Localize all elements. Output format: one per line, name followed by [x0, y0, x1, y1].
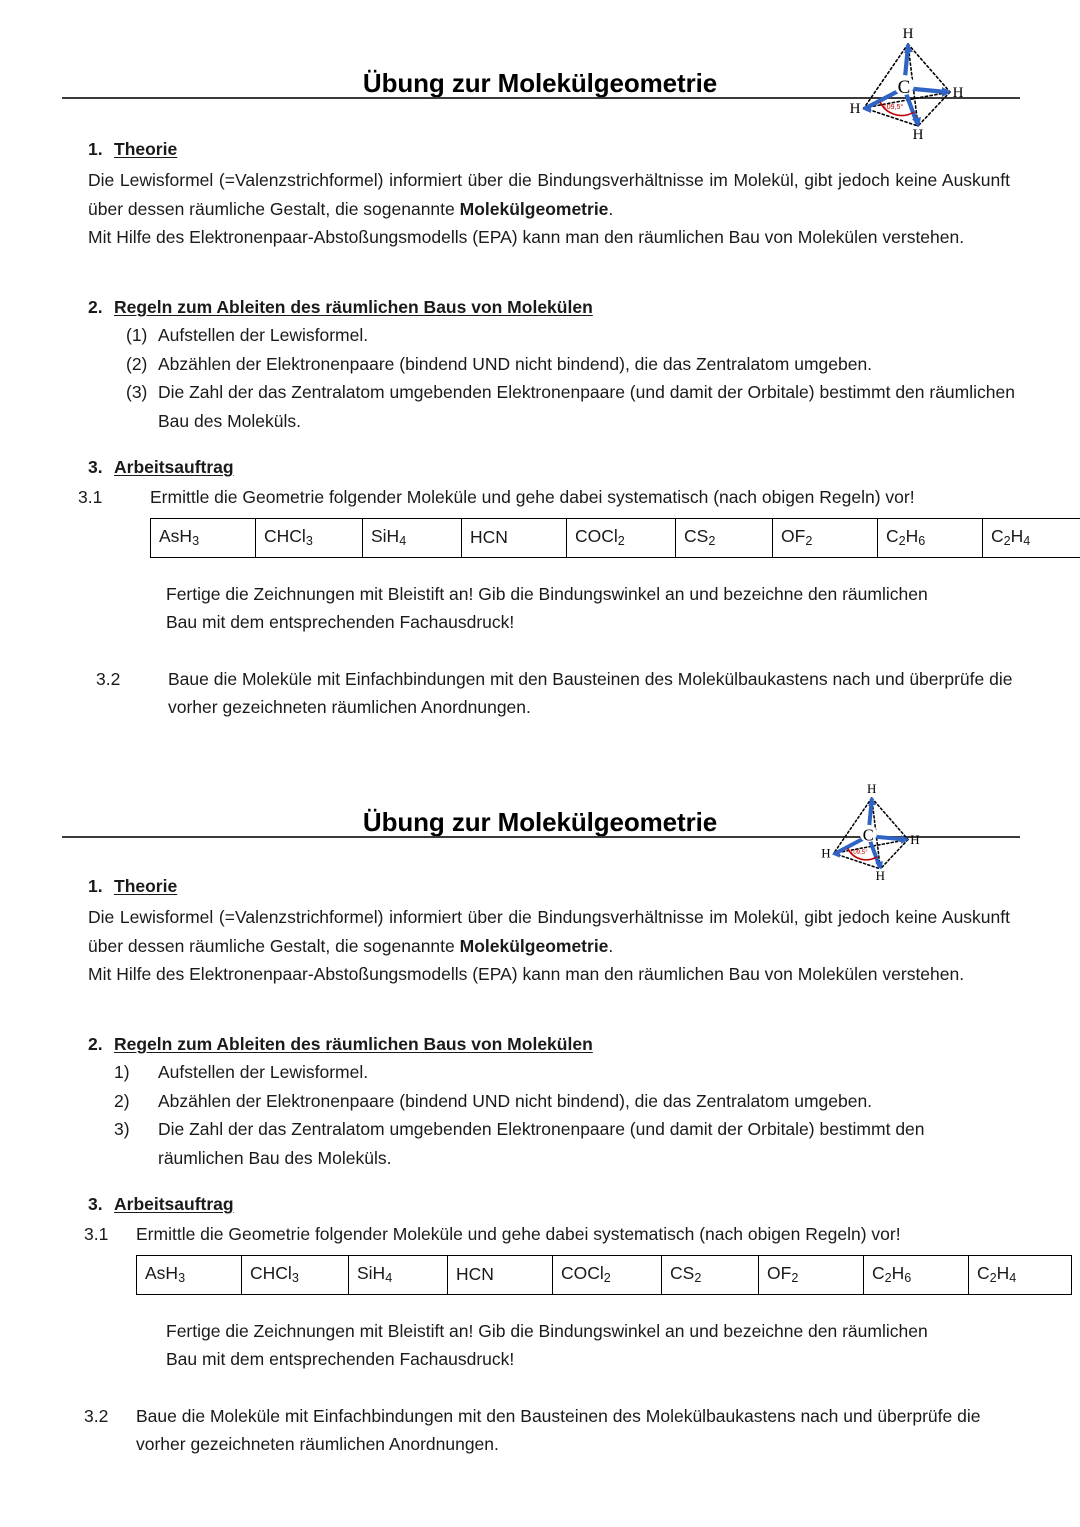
- list-item-marker: 1): [114, 1062, 130, 1082]
- section-1: [88, 135, 1018, 252]
- list-item-label: Abzählen der Elektronenpaare (bindend UND nicht bindend), die das Zentralatom umgeben.: [158, 1090, 873, 1111]
- formula-cell-c2h4: $C_2H_4$: [969, 1255, 1072, 1294]
- task-3-2: [96, 665, 1018, 722]
- atom-label-H-right: H: [952, 85, 964, 101]
- section-2-rule-list-copy2: [114, 1058, 1014, 1172]
- task-3-1-text-2: Ermittle die Geometrie folgender Moleküle und gehe dabei systematisch (nach obigen Regeln) vor!: [136, 1224, 901, 1244]
- list-item-label: Die Zahl der das Zentralatom umgebenden Elektronenpaare (und damit der Orbitale) bestimmt den räumlichen Bau des Moleküls.: [158, 1119, 925, 1168]
- section-1-paragraph-2: Mit Hilfe des Elektronenpaar-Abstoßungsmodells (EPA) kann man den räumlichen Bau von Molekülen verstehen.: [88, 227, 965, 247]
- page-title: Übung zur Molekülgeometrie: [362, 68, 718, 98]
- list-item: [114, 1115, 1014, 1172]
- section-3-copy2: [84, 1190, 1018, 1459]
- formula-cell-ash3: AsH$_3$: [151, 518, 256, 557]
- worksheet-copy-1: [0, 0, 1080, 717]
- atom-label-H-top-2: H: [867, 780, 877, 796]
- formula-cell-c2h4: $C_2H_4$: [983, 518, 1080, 557]
- section-3-title-2: Arbeitsauftrag: [114, 1194, 234, 1214]
- document-header-2: [0, 752, 1080, 881]
- formula-cell-hcn: HCN: [462, 518, 567, 557]
- section-1-paragraph-1: [88, 166, 1010, 223]
- atom-label-H-left: H: [849, 101, 861, 117]
- section-2-number-2: 2.: [88, 1034, 103, 1054]
- s1-p1-part-b: .: [608, 198, 614, 219]
- task-3-1-text: Ermittle die Geometrie folgender Moleküle und gehe dabei systematisch (nach obigen Regeln) vor!: [150, 487, 915, 507]
- section-2-title: Regeln zum Ableiten des räumlichen Baus von Molekülen: [114, 297, 593, 317]
- list-item-marker: (3): [126, 382, 148, 402]
- section-2-rule-list: [126, 321, 1016, 435]
- list-item: [114, 1087, 1014, 1116]
- atom-label-H-bottom: H: [912, 127, 924, 140]
- section-2-copy2: [88, 1030, 1018, 1172]
- section-2-title-2: Regeln zum Ableiten des räumlichen Baus von Molekülen: [114, 1034, 593, 1054]
- task-3-2-text: Baue die Moleküle mit Einfachbindungen mit den Bausteinen des Molekülbaukastens nach und überprüfe die vorher gezeichneten räumlichen Anordnungen.: [168, 668, 1013, 717]
- formula-cell-chcl3: CHCl$_3$: [256, 518, 363, 557]
- methane-tetrahedron-svg: [846, 22, 966, 140]
- section-3-heading: [88, 453, 1018, 481]
- section-1-copy2: [88, 872, 1018, 989]
- s1-p1-bold: Molekülgeometrie: [459, 198, 609, 219]
- section-1-heading-2: [88, 872, 1018, 900]
- formula-cell-c2h6: $C_2H_6$: [878, 518, 983, 557]
- atom-label-H-left-2: H: [821, 845, 831, 861]
- section-1-paragraph-2-copy2: Mit Hilfe des Elektronenpaar-Abstoßungsmodells (EPA) kann man den räumlichen Bau von Molekülen verstehen.: [88, 964, 965, 984]
- formula-cell-sih4: SiH$_4$: [363, 518, 462, 557]
- atom-label-H-right-2: H: [910, 831, 920, 847]
- list-item-marker: (2): [126, 353, 148, 374]
- section-1-title-2: Theorie: [114, 876, 178, 896]
- list-item-marker: 2): [114, 1090, 130, 1111]
- atom-label-C-2: C: [862, 825, 874, 845]
- list-item-label: Aufstellen der Lewisformel.: [158, 325, 369, 345]
- section-2-heading: [88, 293, 1018, 321]
- atom-label-H-top: H: [902, 26, 914, 42]
- s1-p1-part-b-2: .: [608, 935, 614, 956]
- s1-p1-bold-2: Molekülgeometrie: [459, 935, 609, 956]
- task-3-2-number: 3.2: [96, 668, 121, 689]
- formula-cell-of2: $OF_2$: [773, 518, 878, 557]
- formula-cell-of2: $OF_2$: [759, 1255, 864, 1294]
- formula-cell-cocl2: COCl$_2$: [567, 518, 676, 557]
- section-1-title: Theorie: [114, 139, 178, 159]
- task-3-1-note: Fertige die Zeichnungen mit Bleistift an! Gib die Bindungswinkel an und bezeichne den räumlichen Bau mit dem entsprechenden Fachausdruck!: [166, 583, 928, 632]
- table-row: [151, 518, 1080, 557]
- list-item-marker: (1): [126, 325, 148, 345]
- task-3-2-copy2: [84, 1402, 1018, 1459]
- methane-tetrahedron-svg-2: [818, 779, 922, 881]
- methane-tetrahedron-figure: [846, 22, 966, 140]
- section-1-paragraph-1-copy2: [88, 903, 1010, 960]
- formula-cell-chcl3: CHCl$_3$: [242, 1255, 349, 1294]
- section-2: [88, 293, 1018, 435]
- task-3-1-note-2: Fertige die Zeichnungen mit Bleistift an! Gib die Bindungswinkel an und bezeichne den räumlichen Bau mit dem entsprechenden Fachausdruck!: [166, 1320, 928, 1369]
- s1-p1-part-a: Die Lewisformel (=Valenzstrichformel) informiert über die Bindungsverhältnisse im Molekül, gibt jedoch keine Auskunft über dessen räumliche Gestalt, die sogenannte: [88, 170, 1010, 219]
- molecule-formula-table-2: [136, 1255, 1072, 1295]
- section-2-number: 2.: [88, 297, 103, 317]
- task-3-1-number-2: 3.1: [84, 1224, 109, 1244]
- methane-tetrahedron-figure-2: [818, 779, 922, 881]
- section-3: [78, 453, 1031, 722]
- section-1-number-2: 1.: [88, 876, 103, 896]
- task-3-1: [78, 483, 1018, 512]
- bond-angle-label: 109,5°: [882, 104, 904, 111]
- formula-cell-cocl2: COCl$_2$: [553, 1255, 662, 1294]
- document-header-1: [0, 0, 1080, 140]
- section-1-heading: [88, 135, 1018, 163]
- atom-label-C: C: [897, 77, 911, 98]
- task-3-2-number-2: 3.2: [84, 1405, 109, 1426]
- list-item: [126, 378, 1016, 435]
- list-item: [126, 321, 1016, 350]
- s1-p1-part-a-2: Die Lewisformel (=Valenzstrichformel) informiert über die Bindungsverhältnisse im Molekül, gibt jedoch keine Auskunft über dessen räumliche Gestalt, die sogenannte: [88, 907, 1010, 956]
- list-item: [126, 350, 1016, 379]
- section-3-title: Arbeitsauftrag: [114, 457, 234, 477]
- list-item-label: Die Zahl der das Zentralatom umgebenden Elektronenpaare (und damit der Orbitale) bestimmt den räumlichen Bau des Moleküls.: [158, 382, 1015, 431]
- section-3-number: 3.: [88, 457, 103, 477]
- section-2-heading-2: [88, 1030, 1018, 1058]
- section-1-number: 1.: [88, 139, 103, 159]
- formula-cell-hcn: HCN: [448, 1255, 553, 1294]
- list-item: [114, 1058, 1014, 1087]
- formula-cell-ash3: AsH$_3$: [137, 1255, 242, 1294]
- formula-cell-c2h6: $C_2H_6$: [864, 1255, 969, 1294]
- task-3-2-text-2: Baue die Moleküle mit Einfachbindungen mit den Bausteinen des Molekülbaukastens nach und überprüfe die vorher gezeichneten räumlichen Anordnungen.: [136, 1405, 981, 1454]
- bond-angle-label-2: 109,5°: [849, 850, 868, 857]
- list-item-label: Aufstellen der Lewisformel.: [158, 1062, 369, 1082]
- formula-cell-cs2: $CS_2$: [676, 518, 773, 557]
- list-item-label: Abzählen der Elektronenpaare (bindend UND nicht bindend), die das Zentralatom umgeben.: [158, 353, 873, 374]
- section-3-heading-2: [88, 1190, 1018, 1218]
- formula-cell-sih4: SiH$_4$: [349, 1255, 448, 1294]
- task-3-1-number: 3.1: [78, 487, 103, 507]
- formula-cell-cs2: $CS_2$: [662, 1255, 759, 1294]
- section-3-number-2: 3.: [88, 1194, 103, 1214]
- task-3-1-copy2: [84, 1220, 1018, 1249]
- molecule-formula-table: [150, 518, 1080, 558]
- list-item-marker: 3): [114, 1119, 130, 1139]
- table-row: [137, 1255, 1072, 1294]
- worksheet-copy-2: [0, 752, 1080, 1454]
- atom-label-H-bottom-2: H: [875, 868, 886, 881]
- page-title-2: Übung zur Molekülgeometrie: [362, 807, 718, 837]
